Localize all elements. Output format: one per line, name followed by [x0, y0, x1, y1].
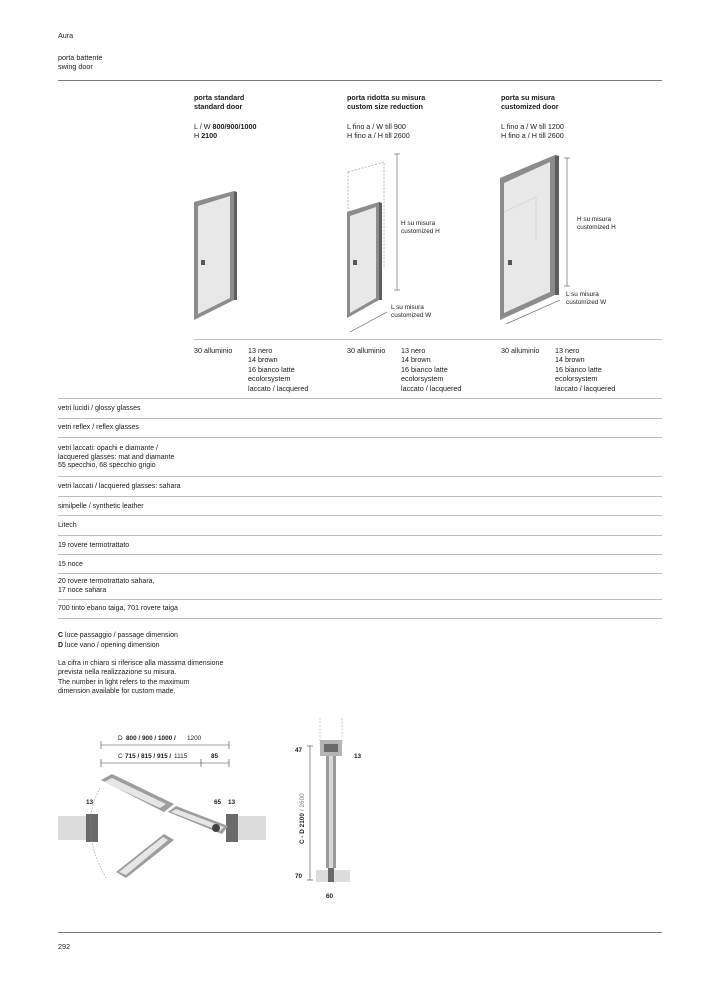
column-custom-reduction	[347, 93, 497, 141]
col2-title-en: custom size reduction	[347, 102, 423, 112]
subtitle-en: swing door	[58, 62, 93, 71]
col3-title-it: porta su misura	[501, 93, 555, 102]
dim-c-max: 1115	[174, 753, 188, 760]
dim-13-left: 13	[86, 799, 94, 806]
catalog-title: Aura	[58, 31, 74, 40]
materials-rule	[194, 339, 662, 340]
column-customized-door	[501, 93, 651, 141]
row-sahara: 20 rovere termotrattato sahara, 17 noce sahara	[58, 578, 155, 594]
col1-profile: 30 alluminio	[194, 346, 233, 355]
col3-title-en: customized door	[501, 102, 559, 112]
dim-60: 60	[326, 893, 334, 900]
row-glossy-glasses: vetri lucidi / glossy glasses	[58, 405, 141, 412]
legend-c: C luce passaggio / passage dimension	[58, 632, 178, 639]
row-rovere-termotrattato: 19 rovere termotrattato	[58, 542, 130, 549]
row-synthetic-leather: similpelle / synthetic leather	[58, 503, 144, 510]
dim-d-prefix: D	[118, 735, 123, 742]
col1-height: H 2100	[194, 131, 218, 141]
col1-finishes: 13 nero 14 brown 16 bianco latte ecolorsystem laccato / lacquered	[248, 346, 309, 393]
row-taiga: 700 tinto ebano taiga, 701 rovere taiga	[58, 605, 178, 612]
col2-h-label: H su misura customized H	[401, 220, 440, 236]
row-lacquered-sahara: vetri laccati / lacquered glasses: sahara	[58, 483, 181, 490]
col2-height: H fino a / H till 2600	[347, 131, 410, 141]
subtitle-it: porta battente	[58, 53, 103, 62]
row-lacquered-glasses: vetri laccati: opachi e diamante / lacquered glasses: mat and diamante 55 specchio, 68 specchio grigio	[58, 445, 175, 470]
dim-65: 65	[214, 799, 222, 806]
dim-c-prefix: C	[118, 753, 123, 760]
footer-rule	[58, 932, 662, 933]
col3-width: L fino a / W till 1200	[501, 121, 564, 131]
header-rule	[58, 80, 662, 81]
col2-l-label: L su misura customized W	[391, 304, 432, 320]
col3-finishes: 13 nero 14 brown 16 bianco latte ecolorsystem laccato / lacquered	[555, 346, 616, 393]
column-standard-door	[194, 93, 344, 141]
legend-d: D luce vano / opening dimension	[58, 642, 160, 649]
col3-l-label: L su misura customized W	[566, 291, 607, 307]
dim-85: 85	[211, 753, 219, 760]
col2-profile: 30 alluminio	[347, 346, 386, 355]
dim-d-values: 800 / 900 / 1000 /	[126, 735, 176, 742]
section-drawing	[290, 716, 380, 906]
plan-drawing	[56, 728, 276, 898]
col1-title-en: standard door	[194, 102, 243, 112]
dim-13-section: 13	[354, 753, 362, 760]
col2-title-it: porta ridotta su misura	[347, 93, 426, 102]
col1-title-it: porta standard	[194, 93, 245, 102]
col3-h-label: H su misura customized H	[577, 216, 616, 232]
standard-door-drawing	[194, 191, 237, 320]
dim-47: 47	[295, 747, 303, 754]
row-noce: 15 noce	[58, 561, 83, 568]
row-reflex-glasses: vetri reflex / reflex glasses	[58, 424, 139, 431]
row-litech: Litech	[58, 522, 77, 529]
col2-finishes: 13 nero 14 brown 16 bianco latte ecolorsystem laccato / lacquered	[401, 346, 462, 393]
col2-width: L fino a / W till 900	[347, 121, 406, 131]
col3-profile: 30 alluminio	[501, 346, 540, 355]
col1-width: L / W 800/900/1000	[194, 121, 257, 131]
page-number: 292	[58, 942, 70, 951]
dim-70: 70	[295, 873, 303, 880]
col3-height: H fino a / H till 2600	[501, 131, 564, 141]
dim-13-right: 13	[228, 799, 236, 806]
customized-door-drawing	[500, 155, 570, 324]
dim-c-values: 715 / 815 / 915 /	[125, 753, 172, 760]
dim-d-max: 1200	[187, 735, 202, 742]
dim-vertical: C - D 2100/ 2600	[299, 793, 306, 844]
legend-note: La cifra in chiaro si riferisce alla massima dimensione prevista nella realizzazione su misura. The number in light refers to the maximum dimension available for custom made.	[58, 660, 224, 696]
